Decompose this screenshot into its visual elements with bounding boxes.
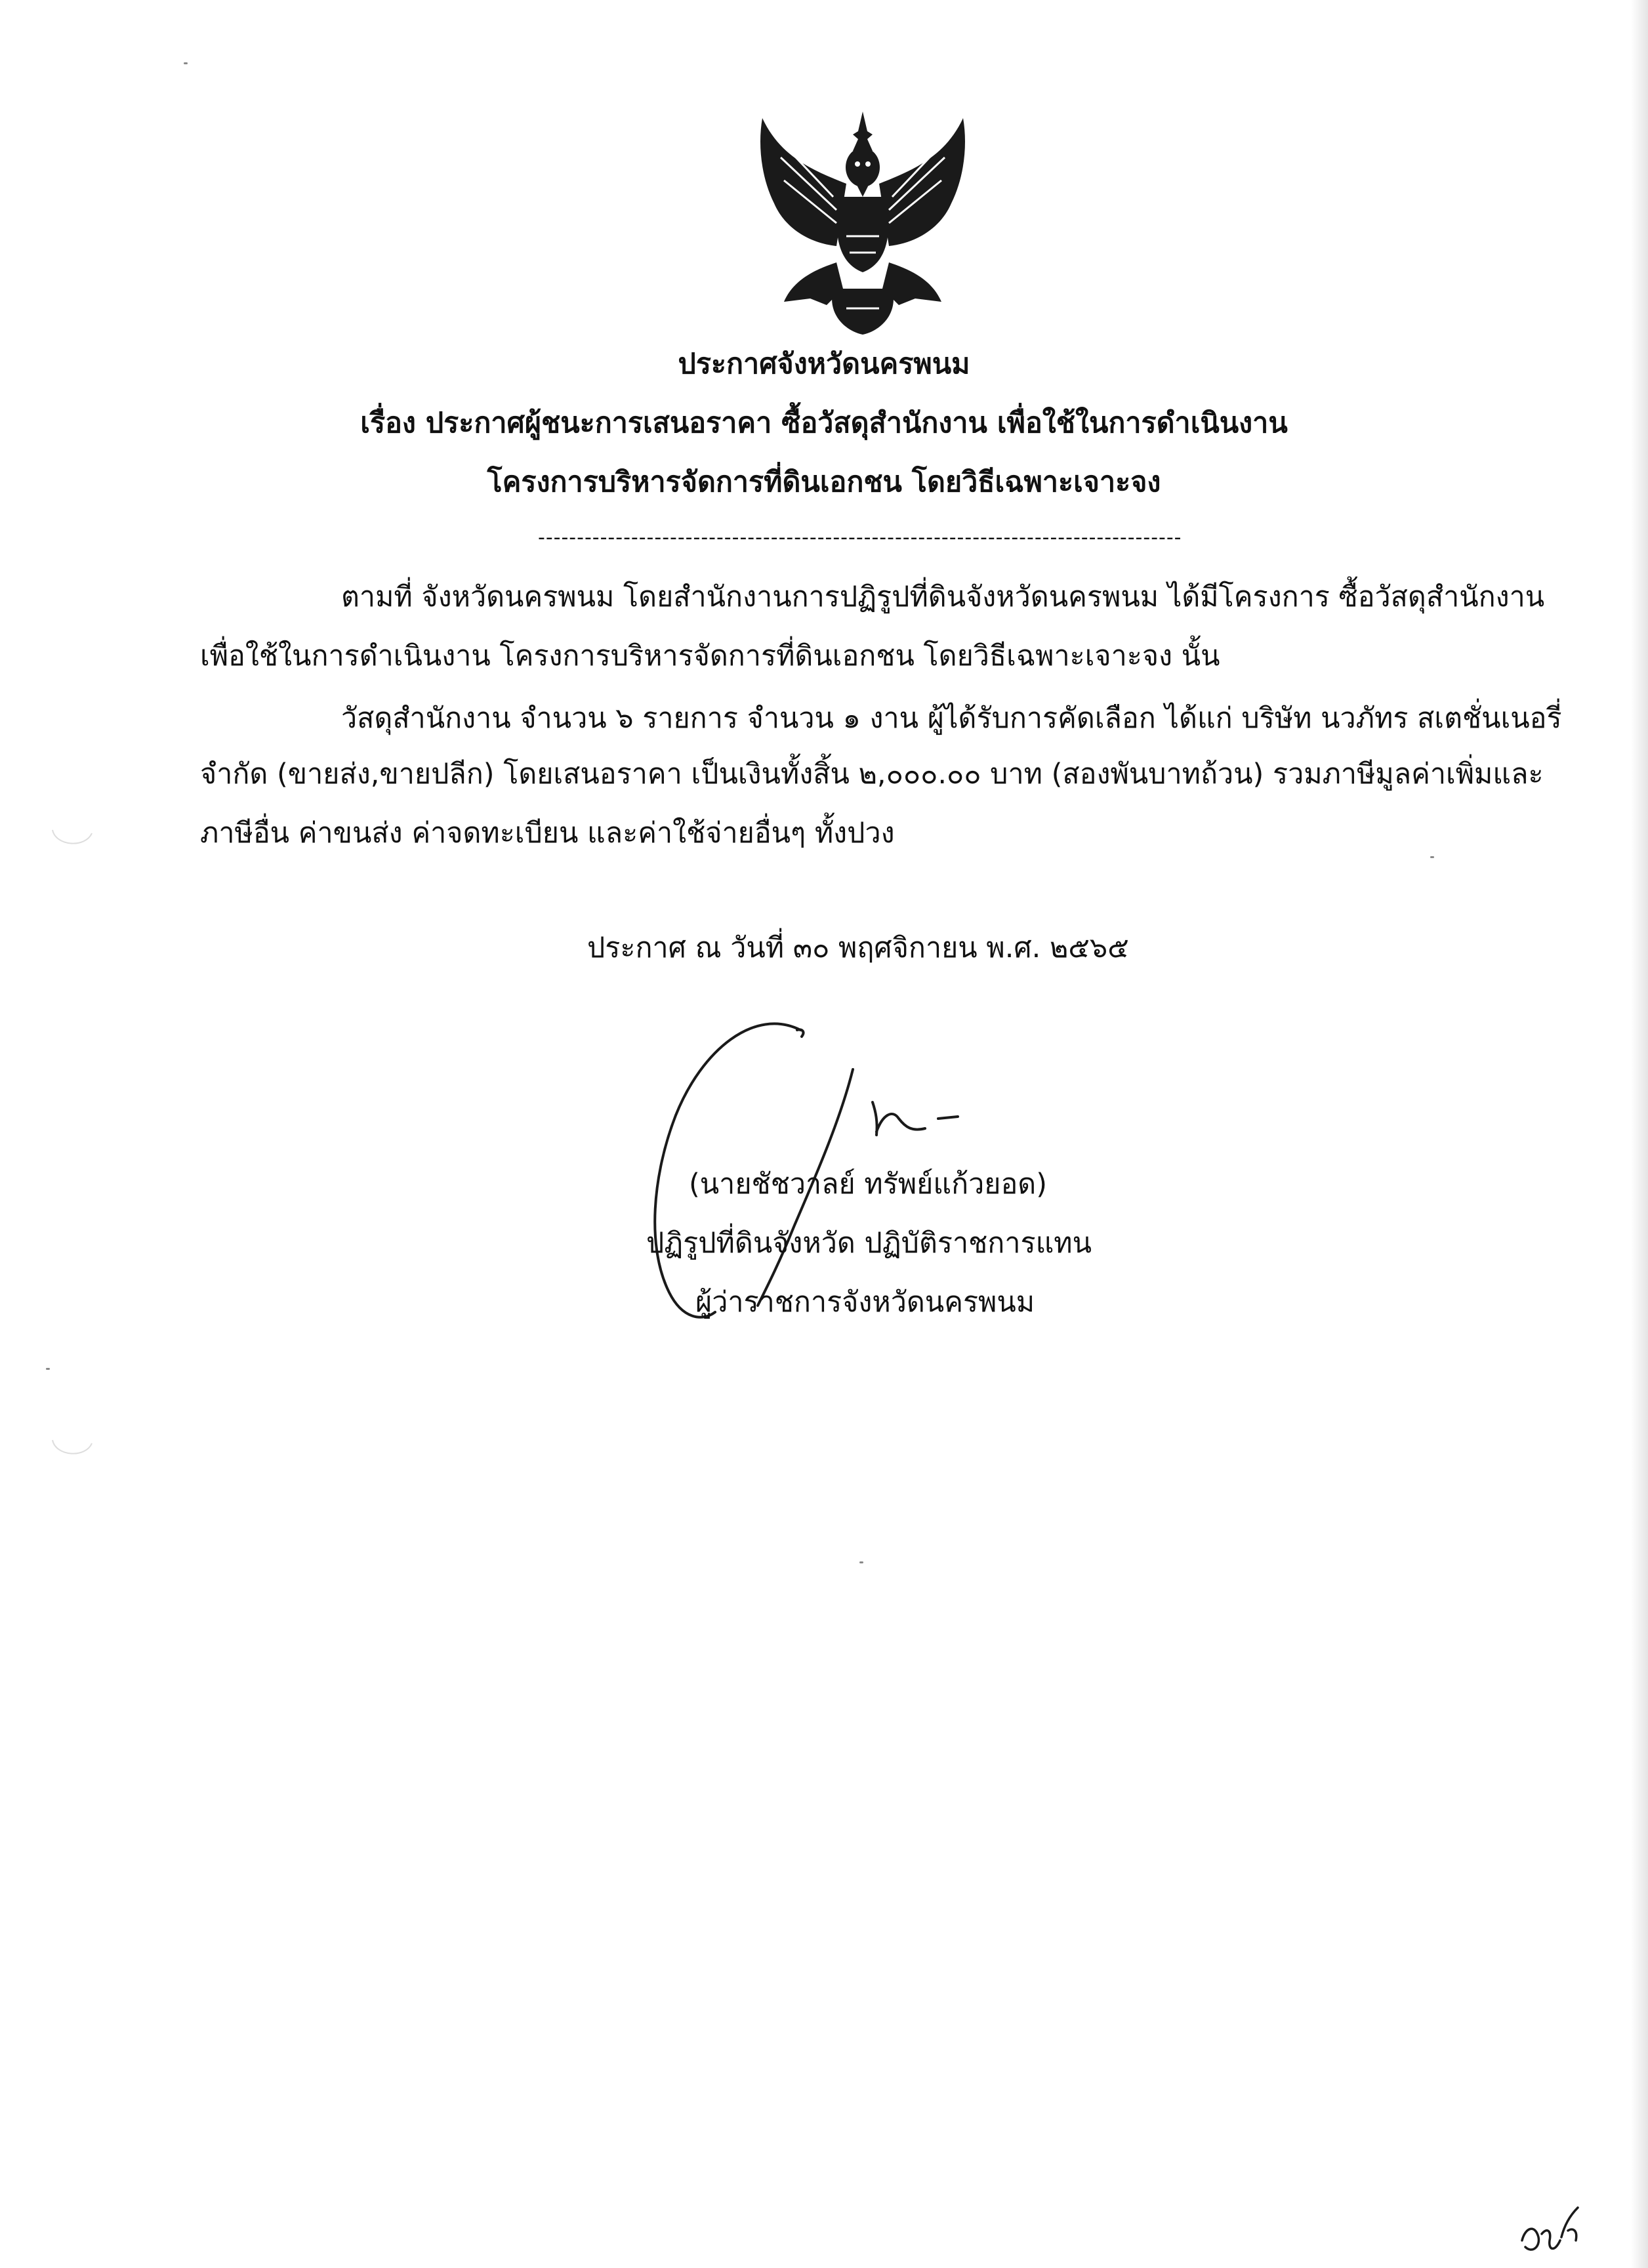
signatory-name: (นายชัชวาลย์ ทรัพย์แก้วยอด) [689,1168,1047,1201]
scan-speck [859,1561,863,1563]
document-subject-line-1: เรื่อง ประกาศผู้ชนะการเสนอราคา ซื้อวัสดุสำนักงาน เพื่อใช้ในการดำเนินงาน [360,407,1288,440]
punch-hole-mark [49,1420,95,1460]
scan-speck [184,62,188,64]
signatory-position-2: ผู้ว่าราชการจังหวัดนครพนม [695,1286,1035,1319]
garuda-emblem-icon [754,105,971,341]
signatory-position-1: ปฏิรูปที่ดินจังหวัด ปฏิบัติราชการแทน [646,1227,1092,1260]
scan-speck [46,1368,50,1370]
body-line-2: เพื่อใช้ในการดำเนินงาน โครงการบริหารจัดการที่ดินเอกชน โดยวิธีเฉพาะเจาะจง นั้น [200,640,1220,672]
handwritten-initials-icon [1515,2201,1588,2260]
announcement-date: ประกาศ ณ วันที่ ๓๐ พฤศจิกายน พ.ศ. ๒๕๖๕ [587,932,1129,964]
separator-line: ----------------------------------------------------------------------------------- [538,526,1182,549]
document-title: ประกาศจังหวัดนครพนม [678,348,970,381]
body-line-1: ตามที่ จังหวัดนครพนม โดยสำนักงานการปฏิรูปที่ดินจังหวัดนครพนม ได้มีโครงการ ซื้อวัสดุสำนักงาน [341,581,1545,613]
body-line-4: จำกัด (ขายส่ง,ขายปลีก) โดยเสนอราคา เป็นเงินทั้งสิ้น ๒,๐๐๐.๐๐ บาท (สองพันบาทถ้วน) รวมภาษีมูลค่าเพิ่มและ [200,758,1544,791]
scan-edge-shadow [1631,0,1648,2268]
body-line-3: วัสดุสำนักงาน จำนวน ๖ รายการ จำนวน ๑ งาน ผู้ได้รับการคัดเลือก ได้แก่ บริษัท นวภัทร สเตชั่นเนอรี่ [341,702,1562,735]
punch-hole-mark [49,810,95,850]
scan-speck [1430,856,1434,858]
body-line-5: ภาษีอื่น ค่าขนส่ง ค่าจดทะเบียน และค่าใช้จ่ายอื่นๆ ทั้งปวง [200,817,895,850]
document-subject-line-2: โครงการบริหารจัดการที่ดินเอกชน โดยวิธีเฉพาะเจาะจง [487,466,1161,499]
